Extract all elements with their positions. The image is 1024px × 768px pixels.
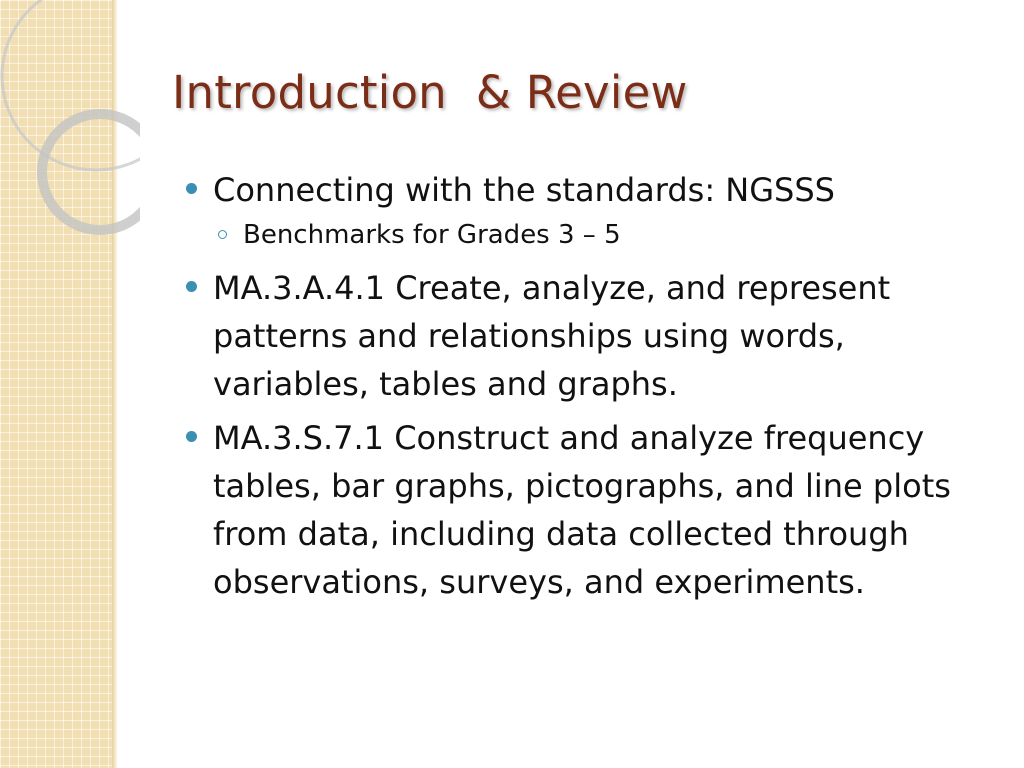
slide-title: Introduction & Review: [172, 66, 688, 119]
hollow-circle-bullet-icon: [218, 230, 227, 239]
bullet-dot-icon: [186, 281, 197, 292]
bullet-item-standards: [186, 166, 1004, 214]
decorative-rings: [0, 0, 140, 240]
sub-bullet-text: Benchmarks for Grades 3 – 5: [243, 220, 621, 250]
bullet-text: MA.3.A.4.1 Create, analyze, and represent patterns and relationships using words, variables, tables and graphs.: [213, 269, 891, 403]
slide-content: [186, 166, 1004, 612]
bullet-text: Connecting with the standards: NGSSS: [213, 171, 835, 209]
bullet-text: MA.3.S.7.1 Construct and analyze frequency tables, bar graphs, pictographs, and line plots from data, including data collected through observations, surveys, and experiments.: [213, 419, 951, 601]
bullet-dot-icon: [186, 431, 197, 442]
bullet-item-ma-3-s-7-1: [186, 414, 1004, 606]
bullet-dot-icon: [186, 183, 197, 194]
ring-upper: [2, 0, 140, 170]
bullet-item-ma-3-a-4-1: [186, 264, 1004, 408]
ring-lower: [42, 114, 140, 230]
sub-bullet-item-benchmarks: [186, 216, 1004, 254]
